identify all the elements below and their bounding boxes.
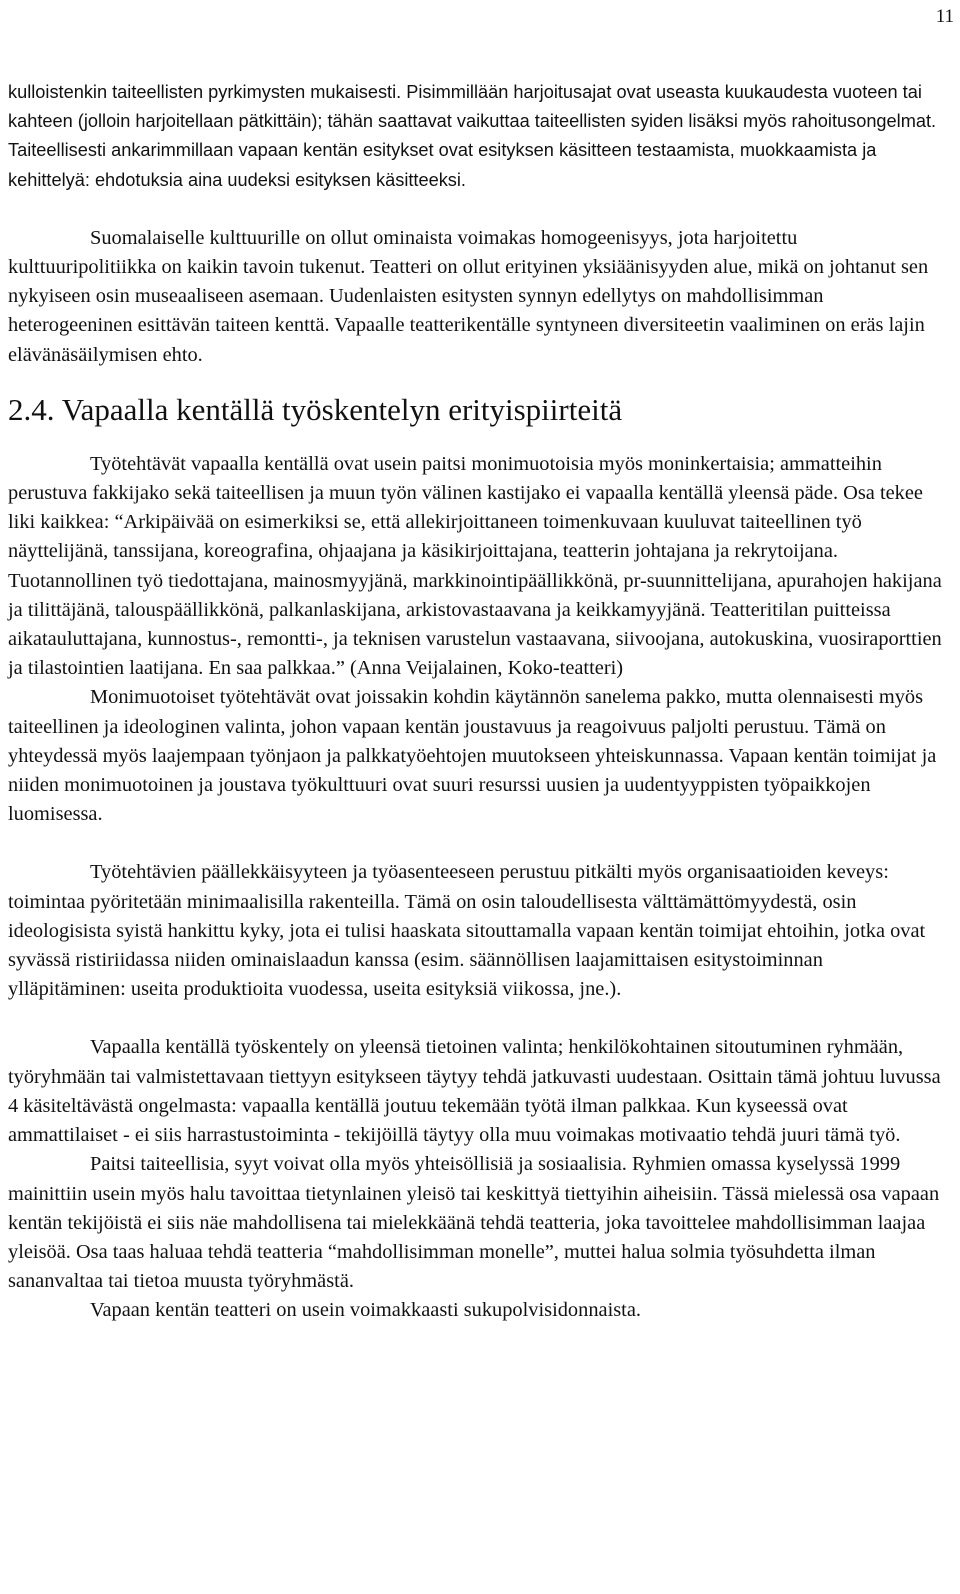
paragraph-conscious-choice: Vapaalla kentällä työskentely on yleensä tietoinen valinta; henkilökohtainen sitoutuminen ryhmään, työryhmään tai valmistettavaan tiettyyn esitykseen täytyy tehdä jatkuvasti uudestaan. Osittain tämä johtuu luvussa 4 käsiteltävästä ongelmasta: vapaalla kentällä joutuu tekemään työtä ilman palkkaa. Kun kyseessä ovat ammattilaiset - ei siis harrastustoiminta - tekijöillä täytyy olla muu voimakas motivaatio tehdä juuri tämä työ. <box>8 1036 941 1147</box>
paragraph-organisation-lightness: Työtehtävien päällekkäisyyteen ja työasenteeseen perustuu pitkälti myös organisaatioiden keveys: toimintaa pyöritetään minimaalisilla rakenteilla. Tämä on osin taloudellisesta välttämättömyydestä, osin ideologisista syistä hankittu kyky, jota ei tulisi haaskata sitouttamalla vapaan kentän toimijat ehtoihin, jotka ovat syvässä ristiriidassa niiden ominaislaadun kanssa (esim. säännöllisen laajamittaisen esitystoiminnan ylläpitäminen: useita produktioita vuodessa, useita esityksiä viikossa, jne.). <box>8 861 926 1001</box>
paragraph-continuation <box>8 78 944 195</box>
paragraph-multiform-tasks: Monimuotoiset työtehtävät ovat joissakin kohdin käytännön sanelema pakko, mutta olennaisesti myös taiteellinen ja ideologinen valinta, johon vapaan kentän joustavuus ja reagoivuus paljolti perustuu. Tämä on yhteydessä myös laajempaan työnjaon ja palkkatyöehtojen muutokseen yhteiskunnassa. Vapaan kentän toimijat ja niiden monimuotoinen ja joustava työkulttuuri ovat suuri resurssi uusien ja uudentyyppisten työpaikkojen luomisessa. <box>8 686 937 826</box>
page-number: 11 <box>935 6 954 27</box>
paragraph-text: kulloistenkin taiteellisten pyrkimysten mukaisesti. Pisimmillään harjoitusajat ovat useasta kuukaudesta vuoteen tai kahteen (jolloin harjoitellaan pätkittäin); tähän saattavat vaikuttaa taiteellisten syiden lisäksi myös rahoitusongelmat. <box>8 82 937 132</box>
paragraph-work-tasks: Työtehtävät vapaalla kentällä ovat usein paitsi monimuotoisia myös moninkertaisia; ammatteihin perustuva fakkijako sekä taiteellisen ja muun työn välinen kastijako ei vapaalla kentällä yleensä päde. Osa tekee liki kaikkea: “Arkipäivää on esimerkiksi se, että allekirjoittaneen toimenkuvaan kuuluvat taiteellinen työ näyttelijänä, tanssijana, koreografina, ohjaajana ja käsikirjoittajana, teatterin johtajana ja rekrytoijana. Tuotannollinen työ tiedottajana, mainosmyyjänä, markkinointipäällikkönä, pr-suunnittelijana, apurahojen hakijana ja tilittäjänä, talouspäällikkönä, palkanlaskijana, arkistovastaavana ja keikkamyyjänä. Teatteritilan puitteissa aikatauluttajana, kunnostus-, remontti-, ja teknisen varustelun vastaavana, siivoojana, autokuskina, vuosiraporttien ja tilastointien laatijana. En saa palkkaa.” (Anna Veijalainen, Koko-teatteri) <box>8 452 942 680</box>
paragraph-homogeneity: Suomalaiselle kulttuurille on ollut ominaista voimakas homogeenisyys, jota harjoitettu kulttuuripolitiikka on kaikin tavoin tukenut. Teatteri on ollut erityinen yksiäänisyyden alue, mikä on johtanut sen nykyiseen osin museaaliseen asemaan. Uudenlaisten esitysten synnyn edellytys on mahdollisimman heterogeeninen esittävän taiteen kenttä. Vapaalle teatterikentälle syntyneen diversiteetin vaaliminen on eräs lajin elävänäsäilymisen ehto. <box>8 226 929 366</box>
paragraph-generation-bound: Vapaan kentän teatteri on usein voimakkaasti sukupolvisidonnaista. <box>90 1299 641 1322</box>
paragraph-social-reasons: Paitsi taiteellisia, syyt voivat olla myös yhteisöllisiä ja sosiaalisia. Ryhmien omassa kyselyssä 1999 mainittiin usein myös halu tavoittaa tietynlainen yleisö tai keskittyä tiettyihin aiheisiin. Tässä mielessä osa vapaan kentän tekijöistä ei siis näe mahdollisena tai mielekkäänä tehdä teatteria, joka tavoittelee mahdollisimman laajaa yleisöä. Osa taas haluaa tehdä teatteria “mahdollisimman monelle”, muttei halua solmia työsuhdetta ilman sananvaltaa tai tietoa muusta työryhmästä. <box>8 1153 940 1293</box>
section-heading: 2.4. Vapaalla kentällä työskentelyn erityispiirteitä <box>8 391 623 427</box>
page-body <box>8 78 944 1326</box>
paragraph-text: Taiteellisesti ankarimmillaan vapaan kentän esitykset ovat esityksen käsitteen testaamista, muokkaamista ja kehittelyä: ehdotuksia aina uudeksi esityksen käsitteeksi. <box>8 140 877 190</box>
